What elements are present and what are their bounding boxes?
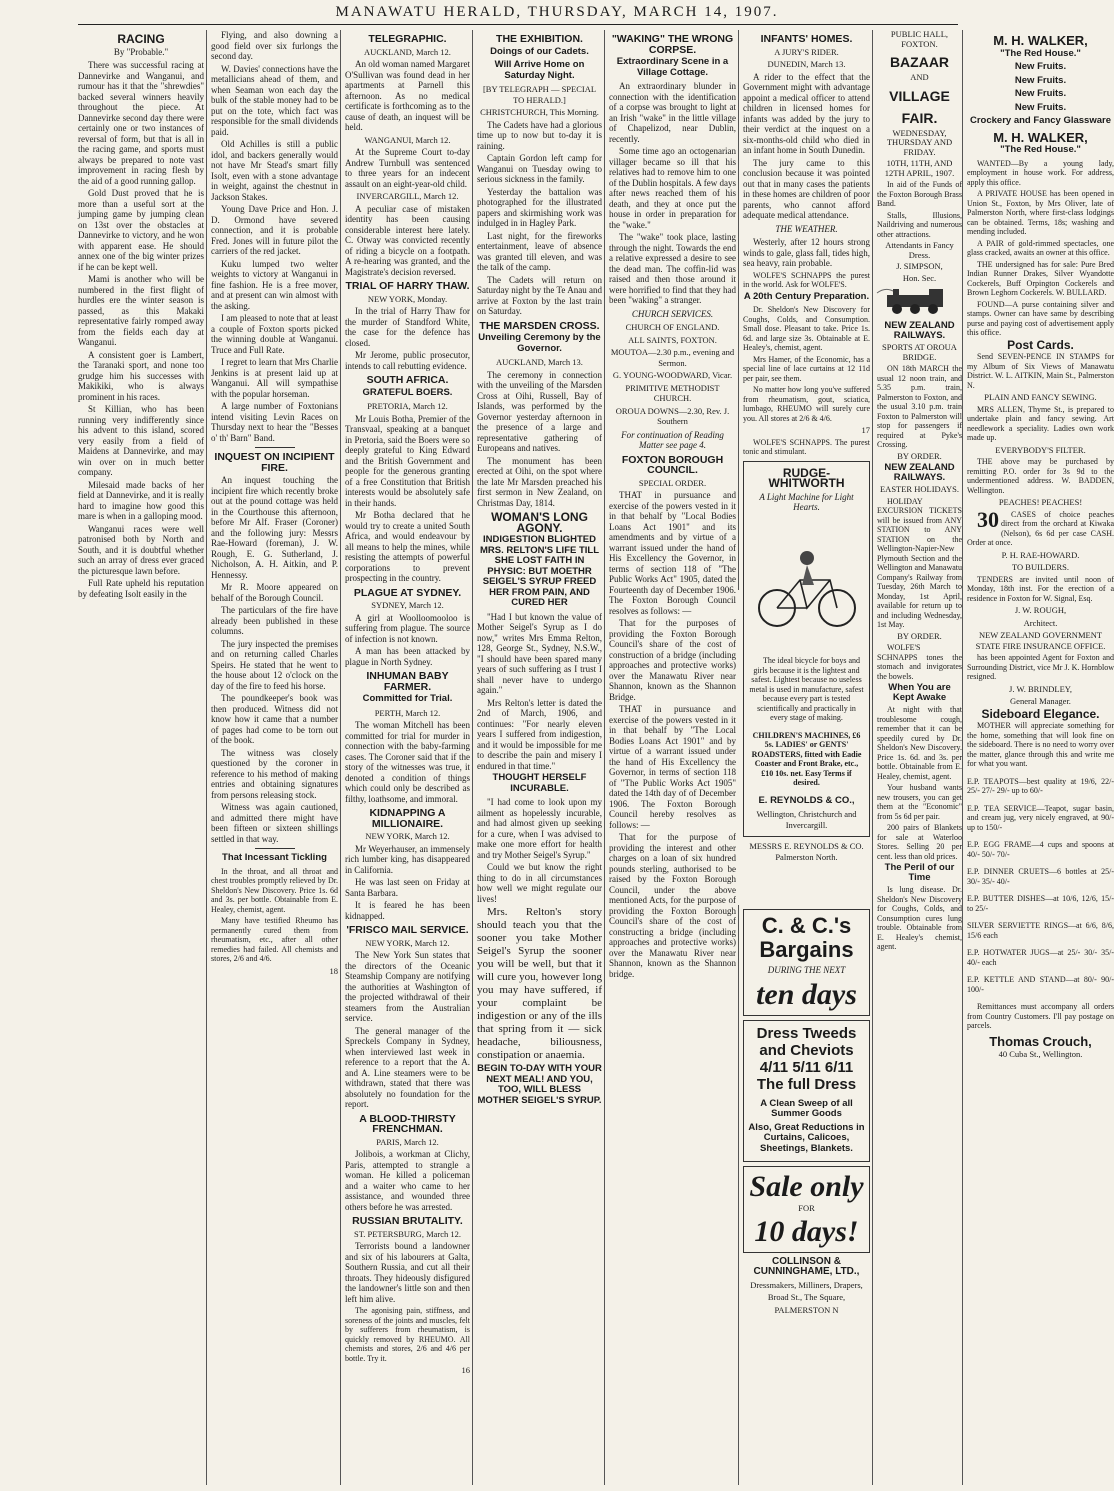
infants-heading: INFANTS' HOMES. xyxy=(760,33,853,45)
agony-heading: WOMAN'S LONG AGONY. xyxy=(491,510,588,535)
masthead: MANAWATU HERALD, THURSDAY, MARCH 14, 1907. xyxy=(335,4,779,20)
south-africa-heading: SOUTH AFRICA. xyxy=(366,374,449,386)
infants-para: The jury came to this conclusion because it was pointed out that in many cases the patients in these homes are children of poor parents, who cannot afford adequate medical attendance. xyxy=(743,157,870,220)
prep-heading: A 20th Century Preparation. xyxy=(743,290,870,302)
weather-text: Westerly, after 12 hours strong winds to gale, glass fall, tides high, sea heavy, rain probable. xyxy=(743,237,870,268)
by-order: BY ORDER. xyxy=(897,450,942,461)
bazaar-aid: In aid of the Funds of the Foxton Borough Brass Band. xyxy=(877,180,962,208)
waking-para: Some time ago an octogenarian villager became so ill that his relatives had to remove him to one of the Dublin hospitals. A few days after news reached them of his death, and they at once put the house in order in preparation for the "wake." xyxy=(609,146,736,230)
fire-title: General Manager. xyxy=(1010,696,1071,706)
council-para: That for the purpose of providing the interest and other charges on a loan of six hundred pounds sterling, authorised to be raised by the Foxton Borough Council, under the above mentioned Acts, for the purpose of providing the Foxton Borough Council's share of the cost of constructing a bridge (including approaches and protective works) over the Manawatu River near Shannon, known as the Shannon bridge. xyxy=(609,832,736,979)
agony-para: Mrs Relton's letter is dated the 2nd of March, 1906, and continues: "For nearly eleven years I suffered from indigestion, and it would be impossible for me to describe the pain and misery I endured in that time." xyxy=(477,697,602,771)
peril-text: Is lung disease. Dr. Sheldon's New Discovery for Coughs, Colds, and Consumption cures lung trouble. Obtainable from E. Healey's chemist, agent. xyxy=(877,885,962,951)
filter-heading: EVERYBODY'S FILTER. xyxy=(995,444,1086,455)
exhibition-sub: Doings of our Cadets. xyxy=(490,45,589,57)
ad-number: 18 xyxy=(329,965,338,976)
sale3: 10 days! xyxy=(754,1214,859,1248)
rheumo-ad: The agonising pain, stiffness, and soreness of the joints and muscles, felt by sufferers from rheumatism, is quickly removed by RHEUMO. All chemists and stores, 2/6 and 4/6 per bottle. Try it. xyxy=(345,1306,470,1363)
awake-heading: When You are Kept Awake xyxy=(888,682,951,703)
sideboard-item: E.P. EGG FRAME—4 cups and spoons at 40/- 50/- 70/- xyxy=(967,840,1114,859)
crouch-name: Thomas Crouch, xyxy=(989,1033,1092,1049)
peach-text xyxy=(967,506,1114,548)
post-cards-text: Send SEVEN-PENCE IN STAMPS for my Album of Six Views of Manawatu District. W. L. AITKIN, Main St., Palmerston N. xyxy=(967,352,1114,390)
dateline: AUCKLAND, March 13. xyxy=(496,357,583,367)
waking-para: An extraordinary blunder in connection with the identification of a corpse was brought to light at an Irish "wake" in the little village of Chapelizod, near Dublin, recently. xyxy=(609,81,736,144)
russia-para: Terrorists bound a landowner and six of his labourers at Galta, Southern Russia, and cut all their throats. They hideously disfigured the landowner's little son and then left him alive. xyxy=(345,1241,470,1304)
infants-sub: A JURY'S RIDER. xyxy=(774,46,839,57)
racing-cont-para: A large number of Foxtonians intend visiting Levin Races on Thursday next to hear the "Besses o' th' Barn" Band. xyxy=(211,401,338,443)
classified: THE undersigned has for sale: Pure Bred Indian Runner Drakes, Silver Wyandotte Cockerels, Buff Orpington Cockerels and Brown Leghorn Cockerels. W. BULLARD. xyxy=(967,259,1114,297)
plague-para: A man has been attacked by plague in North Sydney. xyxy=(345,646,470,667)
exhibition-para: Yesterday the battalion was photographed for the illustrated papers and skirmishing work was indulged in in Hagley Park. xyxy=(477,186,602,228)
thought-heading: THOUGHT HERSELF INCURABLE. xyxy=(492,772,587,794)
church-line: ALL SAINTS, FOXTON. xyxy=(628,334,717,345)
sec-title: Hon. Sec. xyxy=(902,272,937,283)
bazaar-and: AND xyxy=(910,72,929,82)
wolfe-ad: WOLFE'S SCHNAPPS the purest in the world. Ask for WOLFE'S. xyxy=(743,270,870,289)
filter-text: THE above may be purchased by remitting P.O. order for 3s 9d to the undermentioned address. W. BADDEN, Wellington. xyxy=(967,457,1114,495)
council-para: THAT in pursuance and exercise of the powers vested in it in that behalf by "Local Bodies Loans Act 1901" and its amendments and by virtue of a warrant issued under the hand of His Excellency the Governor, in terms of section 118 of "The Public Works Act" 1905, dated the Fourteenth day of December 1906. The Foxton Borough Council resolves as follows: — xyxy=(609,490,736,616)
dateline: PRETORIA, March 12. xyxy=(367,401,448,411)
dateline: NEW YORK, March 12. xyxy=(365,831,450,841)
bike-brand: RUDGE-WHITWORTH xyxy=(768,465,845,490)
baby-para: The woman Mitchell has been committed for trial for murder in connection with the baby-farming cases. The Coroner said that if the story of the witnesses was true, it denoted a condition of things which could only be described as filthy, loathsome, and immoral. xyxy=(345,720,470,804)
sewing-text: MRS ALLEN, Thyme St., is prepared to undertake plain and fancy sewing. Art needlework a speciality. Ladies own work made up. xyxy=(967,404,1114,442)
church-line: PRIMITIVE METHODIST CHURCH. xyxy=(625,382,720,403)
ad-number: 17 xyxy=(861,425,870,435)
racing-para: Full Rate upheld his reputation by defeating Isolt easily in the xyxy=(78,578,204,599)
fire-text: has been appointed Agent for Foxton and Surrounding District, vice Mr J. K. Hornblow resigned. xyxy=(967,653,1114,681)
divider xyxy=(255,848,295,849)
bike-text: The ideal bicycle for boys and girls because it is the lightest and safest. Lightest because no useless metal is used in manufacture, safest because every part is tested scientifically and practically in every stage of making. xyxy=(749,656,864,722)
bargains-line1: C. & C.'s xyxy=(761,913,852,938)
easter-heading: EASTER HOLIDAYS. xyxy=(879,484,960,494)
telegraphic-heading: TELEGRAPHIC. xyxy=(368,33,447,45)
railway-engine xyxy=(877,287,962,317)
marsden-sub: Unveiling Ceremony by the Governor. xyxy=(478,332,601,354)
church-heading: CHURCH SERVICES. xyxy=(631,308,714,319)
sale-box xyxy=(743,1166,870,1253)
kidnap-para: Mr Weyerhauser, an immensely rich lumber king, has disappeared in California. xyxy=(345,843,470,875)
thaw-para: In the trial of Harry Thaw for the murder of Standford White, the case for the defence has closed. xyxy=(345,306,470,348)
classified: FOUND—A purse containing silver and stamps. Owner can have same by describing purse and paying cost of advertisement apply this office. xyxy=(967,299,1114,337)
crockery: Crockery and Fancy Glassware xyxy=(970,115,1111,126)
bargains-line3: DURING THE NEXT xyxy=(767,965,846,975)
firm-name: COLLINSON & CUNNINGHAME, LTD., xyxy=(753,1255,860,1277)
dateline: PARIS, March 12. xyxy=(376,1136,439,1147)
council-heading: FOXTON BOROUGH COUNCIL. xyxy=(621,453,724,476)
sweep1: A Clean Sweep of all Summer Goods xyxy=(760,1097,853,1119)
sa-para: Mr Louis Botha, Premier of the Transvaal, speaking at a banquet in Pretoria, said the Boers were so deeply grateful to King Edward and the British Government and people for the generous granting of a free Constitution that British interests would be absolutely safe in their hands. xyxy=(345,413,470,508)
fire-heading: NEW ZEALAND GOVERNMENT STATE FIRE INSURANCE OFFICE. xyxy=(975,630,1106,651)
inquest-para: The witness was closely questioned by the coroner in reference to his method of making entries and obtaining signatures from persons releasing stock. xyxy=(211,747,338,800)
dateline: AUCKLAND, March 12. xyxy=(364,46,451,57)
south-africa-sub: GRATEFUL BOERS. xyxy=(362,386,453,398)
council-para: THAT in pursuance and exercise of the powers vested in it in that behalf by "The Local Bodies Loans Act 1901" and by virtue of a warrant issued under the hand of His Excellency the Governor, in terms of section 118 of "The Public Works Act 1905" dated the 14th day of of December 1906. The Foxton Borough Council hereby resolves as follows: — xyxy=(609,704,736,830)
sideboard-item: E.P. KETTLE AND STAND—at 80/- 90/- 100/- xyxy=(967,975,1114,994)
exhibition-para: The Cadets have had a glorious time up to now but to-day it is raining. xyxy=(477,119,602,151)
peach-name: P. H. RAE-HOWARD. xyxy=(1001,549,1080,560)
builders-title: Architect. xyxy=(1023,617,1058,628)
peach-heading: PEACHES! PEACHES! xyxy=(998,497,1083,507)
council-sub: SPECIAL ORDER. xyxy=(638,477,707,488)
wolfe-ad2: WOLFE'S SCHNAPPS. The purest tonic and stimulant. xyxy=(743,437,870,456)
bazaar-attend: Attendants in Fancy Dress. xyxy=(885,240,954,260)
collinson-ad xyxy=(738,905,870,1485)
church-line: OROUA DOWNS—2.30, Rev. J. Southern xyxy=(615,405,730,426)
inquest-para: The particulars of the fire have already been published in these columns. xyxy=(211,605,338,636)
inquest-para: The jury inspected the premises and on returning called Charles Speirs. He stated that he went to the house about 12 o'clock on the day of the fire to feed his horse. xyxy=(211,638,338,691)
dateline: SYDNEY, March 12. xyxy=(371,600,444,610)
classified: A PAIR of gold-rimmed spectacles, one glass cracked, awaits an owner at this office. xyxy=(967,238,1114,257)
agony-para: "Had I but known the value of Mother Seigel's Syrup as I do now," writes Mrs Emma Relton, 128, George St., Sydney, N.S.W., "I should have been spared many years of such suffering as I trust I shall never have to undergo again." xyxy=(477,611,602,695)
bargains-line2: Bargains xyxy=(759,937,854,962)
locomotive-icon xyxy=(877,287,961,315)
dress3: The full Dress xyxy=(756,1075,857,1093)
continuation-note: For continuation of Reading Matter see page 4. xyxy=(621,429,724,450)
marsden-para: The monument has been erected at Oihi, on the spot where the late Mr Marsden preached his first sermon in New Zealand, on Christmas Day, 1814. xyxy=(477,455,602,508)
classified: A PRIVATE HOUSE has been opened in Union St., Foxton, by Mrs Oliver, late of Palmerston North, where first-class lodgings can be obtained. Terms, 18s; washing and mending included. xyxy=(967,189,1114,236)
waking-sub: Extraordinary Scene in a Village Cottage. xyxy=(616,56,729,78)
exhibition-heading: THE EXHIBITION. xyxy=(496,33,583,45)
racing-para: A consistent goer is Lambert, the Taranaki sport, and none too grudge him his successes with Makikiki, who is always prominent in his races. xyxy=(78,349,204,402)
bike-price: CHILDREN'S MACHINES, £6 5s. LADIES' or GENTS' ROADSTERS, fitted with Eadie Coaster and Front Brake, etc., £10 10s. net. Easy Terms if desired. xyxy=(751,730,862,787)
fruits-line: New Fruits. xyxy=(1014,74,1067,86)
bazaar-stalls: Stalls, Illusions, Naildriving and numerous other attractions. xyxy=(877,210,962,239)
church-line: MOUTOA—2.30 p.m., evening and Sermon. xyxy=(610,347,735,368)
racing-cont-para: W. Davies' connections have the metallicians ahead of them, and when Seaman won each day the bulk of the stable money had to be put on the tote, which fact was responsible for the small dividends paid. xyxy=(211,63,338,137)
racing-para: St Killian, who has been running very indifferently since his advent to this island, scored very easily from a field of Maidens at Dannevirke, and may win over on in much better company. xyxy=(78,404,204,477)
red-house-2: "The Red House." xyxy=(1000,144,1081,155)
relton-promo: Mrs. Relton's story should teach you that the sooner you take Mother Seigel's Syrup the sooner you will be well, but that it will cure you, however long you may have suffered, if your complaint be indigestion or any of the ills that spring from it — sick headache, biliousness, constipation or anaemia. xyxy=(477,906,602,1061)
racing-cont-para: Kuku lumped two welter weights to victory at Wanganui in fine fashion. He is a free mover, and at present can win almost with the asking. xyxy=(211,258,338,311)
remit-text: Remittances must accompany all orders from Country Customers. I'll pay postage on parcels. xyxy=(967,1002,1114,1030)
kidnap-para: It is feared he has been kidnapped. xyxy=(345,900,470,921)
rail-heading-2: NEW ZEALAND RAILWAYS. xyxy=(884,462,955,483)
tickling-text: In the throat, and all throat and chest troubles promptly relieved by Dr. Sheldon's New Discovery. Price 1s. 6d and 3s. per bottle. Obtainable from E. Healey, chemist, agent. xyxy=(211,866,338,914)
sports-heading: SPORTS AT OROUA BRIDGE. xyxy=(882,342,957,362)
builders-text: TENDERS are invited until noon of Monday, 18th inst. For the erection of a residence in Foxton for W. Signal, Esq. xyxy=(967,574,1114,603)
column-bazaar xyxy=(872,30,962,1485)
plague-para: A girl at Woolloomooloo is suffering from plague. The source of infection is not known. xyxy=(345,612,470,644)
bicycle-illustration xyxy=(752,520,862,650)
baby-farmer-sub: Committed for Trial. xyxy=(362,693,453,704)
racing-para: Gold Dust proved that he is more than a useful sort at the jumping game by jumping clean on 13st over the obstacles at Dannevirke to victory, and he won with apparent ease. He should annex one of the big winter prizes if he can be kept well. xyxy=(78,188,204,272)
infants-para: A rider to the effect that the Government might with advantage appoint a medical officer to attend children in licensed homes for infants was added by the jury to their verdict at the inquest on a six-months-old child who died in an infant home in South Dunedin. xyxy=(743,71,870,155)
dateline: CHRISTCHURCH, This Morning. xyxy=(480,107,599,117)
walker-name: M. H. WALKER, xyxy=(993,33,1088,48)
sale2: FOR xyxy=(798,1203,815,1213)
waking-heading: "WAKING" THE WRONG CORPSE. xyxy=(611,33,734,56)
french-heading: A BLOOD-THIRSTY FRENCHMAN. xyxy=(359,1112,456,1135)
blankets-text: 200 pairs of Blankets for sale at Waterloo Stores. Selling 20 per cent. less than old prices. xyxy=(877,823,962,861)
bargains-box xyxy=(743,909,870,1016)
masthead-rule xyxy=(78,24,958,25)
column-waking xyxy=(604,30,736,1485)
column-inquest xyxy=(206,30,338,1485)
thought-para: "I had come to look upon my ailment as hopelessly incurable, and had almost given up seeking for a cure, when I was advised to make one more effort for health and try Mother Seigel's Syrup." xyxy=(477,797,602,860)
waking-para: The "wake" took place, lasting through the night. Towards the end a relative expressed a desire to see the dead man. The coffin-lid was raised and then those around it were horrified to find that they had been "waking" a stranger. xyxy=(609,232,736,305)
marsden-heading: THE MARSDEN CROSS. xyxy=(479,319,600,332)
bike-tagline: A Light Machine for Light Hearts. xyxy=(759,491,854,512)
inquest-para: Mr R. Moore appeared on behalf of the Borough Council. xyxy=(211,582,338,603)
council-para: That for the purposes of providing the Foxton Borough Council's share of the cost of construction of a bridge (including approaches and protective works) over the Manawatu River near Shannon, known as the Shannon Bridge. xyxy=(609,618,736,702)
column-racing xyxy=(78,30,204,1485)
column-exhibition xyxy=(472,30,602,1485)
sideboard-item: E.P. TEA SERVICE—Teapot, sugar basin, and cream jug, very nicely engraved, at 90/- up to 150/- xyxy=(967,803,1114,832)
sideboard-text: MOTHER will appreciate something for the home, something that will look fine on the sideboard. There is no need to worry over the matter, glance through this and write me for what you want. xyxy=(967,721,1114,768)
peach-number: 30 xyxy=(977,506,999,532)
peach-body: CASES of choice peaches direct from the orchard at Kiwaka (Nelson), 6s 6d per case CASH. Order at once. xyxy=(967,509,1114,547)
thaw-heading: TRIAL OF HARRY THAW. xyxy=(345,280,470,292)
racing-para: Milesaid made backs of her field at Dannevirke, and it is really hard to imagine how good this mare is when in a galloping mood. xyxy=(78,479,204,521)
inquest-heading: INQUEST ON INCIPIENT FIRE. xyxy=(214,451,335,474)
rail-heading: NEW ZEALAND RAILWAYS. xyxy=(884,320,955,341)
sports-text: ON 18th MARCH the usual 12 noon train, and 5.35 p.m. train, Palmerston to Foxton, and the usual 3.10 p.m. train Foxton to Palmerston will stop for passengers if required at Pyke's Crossing. xyxy=(877,364,962,449)
fair-title: VILLAGE FAIR. xyxy=(889,87,950,126)
frisco-para: The New York Sun states that the directors of the Oceanic Steamship Company are notifying the authorities at Washington of the projected withdrawal of their steamers from the Australian service. xyxy=(345,950,470,1023)
exhibition-para: The Cadets will return on Saturday night by the Te Anau and arrive at Foxton by the last train on Saturday. xyxy=(477,274,602,316)
telegraphic-para: An old woman named Margaret O'Sullivan was found dead in her apartments at Parnell this afternoon. As no medical certificate is forthcoming as to the cause of death, an inquest will be held. xyxy=(345,59,470,132)
column-infants xyxy=(738,30,870,862)
sa-para: Mr Botha declared that he would try to create a united South Africa, and would endeavour by all means to help the mines, while resisting the attempts of powerful corporations to prevent prospecting in the country. xyxy=(345,510,470,583)
dress2: 4/11 5/11 6/11 xyxy=(759,1058,854,1076)
thaw-para: Mr Jerome, public prosecutor, intends to call rebutting evidence. xyxy=(345,350,470,371)
sideboard-item: SILVER SERVIETTE RINGS—at 6/6, 8/6, 15/6 each xyxy=(967,921,1114,940)
racing-cont-para: Young Dave Price and Hon. J. D. Ormond have severed connection, and it is probable Fred. Jones will in future pilot the carriers of the red jacket. xyxy=(211,204,338,256)
baby-farmer-heading: INHUMAN BABY FARMER. xyxy=(366,670,449,693)
builders-name: J. W. ROUGH, xyxy=(1014,605,1067,615)
tickling-heading: That Incessant Tickling xyxy=(222,852,327,863)
builders-heading: TO BUILDERS. xyxy=(1012,562,1069,572)
column-telegraphic xyxy=(340,30,470,1485)
kidnap-para: He was last seen on Friday at Santa Barbara. xyxy=(345,877,470,898)
rheumo-text: Many have testified Rheumo has permanently cured them from rheumatism, etc., after all other remedies had failed. All chemists and stores, 2/6 and 4/6. xyxy=(211,916,338,963)
racing-para: There was successful racing at Dannevirke and Wanganui, and rumour has it that the "shrewdies" backed several winners heavily throughout the piece. At Dannevirke second day there were certainly one or two instances of reversal of form, but that is all in the racing game, and sports must always be prepared to note vast improvement in racing flesh by the aid of a good running gallop. xyxy=(78,60,204,186)
bazaar-hall: PUBLIC HALL, FOXTON. xyxy=(890,29,949,49)
church-line: CHURCH OF ENGLAND. xyxy=(625,322,720,332)
agent-name: E. REYNOLDS & CO., xyxy=(758,794,855,806)
kidnap-heading: KIDNAPPING A MILLIONAIRE. xyxy=(369,807,446,830)
husband-text: Your husband wants new trousers, you can get them at the "Economic" from 5s 6d per pair. xyxy=(877,783,962,821)
inquest-para: The poundkeeper's book was then produced. Witness did not know how it came that a number of pages had come to be torn out of the book. xyxy=(211,693,338,745)
dateline: INVERCARGILL, March 12. xyxy=(356,191,459,201)
frisco-para: The general manager of the Spreckels Company in Sydney, when interviewed last week in reference to a report that the A. and A. Line steamers were to be withdrawn, stated that there was absolutely no foundation for the report. xyxy=(345,1025,470,1109)
bazaar-title: BAZAAR xyxy=(889,54,950,70)
weather-heading: THE WEATHER. xyxy=(775,223,838,234)
frisco-heading: 'FRISCO MAIL SERVICE. xyxy=(346,924,469,936)
racing-para: Wanganui races were well patronised both by North and South, and it is doubtful whether such an array of dress ever graced the picturesque lawn before. xyxy=(78,523,204,576)
dateline: ST. PETERSBURG, March 12. xyxy=(353,1228,462,1239)
telegraphic-para: A peculiar case of mistaken identity has been causing considerable interest here lately. C. Otway was convicted recently of riding a bicycle on a footpath. A re-hearing was granted, and the Magistrate's decision reversed. xyxy=(345,203,470,277)
sideboard-item: E.P. HOTWATER JUGS—at 25/- 30/- 35/- 40/- each xyxy=(967,948,1114,967)
sideboard-item: E.P. TEAPOTS—best quality at 19/6, 22/- 25/- 27/- 29/- up to 60/- xyxy=(967,776,1114,795)
firm-sub: Dressmakers, Milliners, Drapers, xyxy=(750,1279,863,1290)
exhibition-by: [BY TELEGRAPH — SPECIAL TO HERALD.] xyxy=(482,84,597,105)
prep-text: Dr. Sheldon's New Discovery for Coughs, Colds, and Consumption. Small dose. Pleasant to take. Price 1s. 6d. and large size 3s. Obtainable at E. Healey's, chemist, agent. xyxy=(743,305,870,352)
peril-heading: The Peril of our Time xyxy=(884,862,955,883)
racing-heading: RACING xyxy=(117,32,165,46)
inquest-para: An inquest touching the incipient fire which recently broke out at the pound cottage was held in the Courthouse this afternoon, before Mr Alf. Fraser (Coroner) and the following jury: Messrs Rae-Howard (foreman), J. W. Rough, E. G. Sutherland, J. Nicholson, A. H. Aitkin, and P. Hennessy. xyxy=(211,475,338,580)
divider xyxy=(255,447,295,448)
fire-name: J. W. BRINDLEY, xyxy=(1009,683,1072,694)
inquest-para: Witness was again cautioned, and admitted there might have been fifteen or sixteen shillings settled in that way. xyxy=(211,802,338,844)
dateline: WANGANUI, March 12. xyxy=(364,134,451,145)
firm-addr: Broad St., The Square, xyxy=(767,1292,846,1302)
rudge-whitworth-ad xyxy=(743,461,870,838)
post-cards-heading: Post Cards. xyxy=(1007,337,1074,352)
fruits-line: New Fruits. xyxy=(1014,88,1067,99)
column-classifieds xyxy=(962,30,1114,1485)
dress-box xyxy=(743,1020,870,1163)
wolfe-text: WOLFE'S SCHNAPPS tones the stomach and invigorates the bowels. xyxy=(877,643,962,681)
bazaar-days: WEDNESDAY, THURSDAY AND FRIDAY. xyxy=(886,127,953,157)
classified: WANTED—By a young lady, employment in house work. For address, apply this office. xyxy=(967,158,1114,187)
sideboard-item: E.P. BUTTER DISHES—at 10/6, 12/6, 15/- to 25/- xyxy=(967,894,1114,913)
russia-heading: RUSSIAN BRUTALITY. xyxy=(352,1215,463,1227)
telegraphic-para: At the Supreme Court to-day Andrew Turnbull was sentenced to three years for an indecent assault on an eight-year-old child. xyxy=(345,147,470,189)
agony-sub: INDIGESTION BLIGHTED MRS. RELTON'S LIFE TILL SHE LOST FAITH IN PHYSIC: BUT MOETHR SEIGEL'S SYRUP FREED HER FROM PAIN, AND CURED HER xyxy=(479,534,600,608)
racing-para: Mami is another who will be numbered in the first flight of hurdles ere the winter season is passed, as this Makaki representative fairly romped away from the fields each day at Wanganui. xyxy=(78,274,204,347)
by-order-2: BY ORDER. xyxy=(897,630,942,641)
bargains-line4: ten days xyxy=(756,977,857,1011)
racing-cont-para: Old Achilles is still a public idol, and backers generally would not have Mr Stead's smart filly Isolt, even with a stone advantage in weight, against the chestnut in Jackson Stakes. xyxy=(211,139,338,202)
dress1: Dress Tweeds and Cheviots xyxy=(756,1024,857,1059)
dateline: PERTH, March 12. xyxy=(374,707,441,718)
sewing-heading: PLAIN AND FANCY SEWING. xyxy=(984,392,1097,402)
racing-byline: By "Probable." xyxy=(113,46,169,57)
red-house: "The Red House." xyxy=(1000,47,1081,59)
firm-town: PALMERSTON N xyxy=(774,1304,839,1315)
sideboard-heading: Sideboard Elegance. xyxy=(981,706,1100,721)
begin-today: BEGIN TO-DAY WITH YOUR NEXT MEAL! AND YOU, TOO, WILL BLESS MOTHER SEIGEL'S SYRUP. xyxy=(477,1063,602,1106)
ad-number: 16 xyxy=(461,1365,470,1375)
agent-local: MESSRS E. REYNOLDS & CO. Palmerston North. xyxy=(749,841,864,862)
crouch-addr: 40 Cuba St., Wellington. xyxy=(998,1049,1083,1059)
racing-cont-para: Flying, and also downing a good field over six furlongs the second day. xyxy=(211,30,338,61)
sweep2: Also, Great Reductions in Curtains, Calicoes, Sheetings, Blankets. xyxy=(748,1121,865,1154)
rheumo-text: No matter how long you've suffered from rheumatism, gout, sciatica, lumbago, RHEUMO will surely cure you. All stores at 2/6 & 4/6. xyxy=(743,385,870,423)
french-para: Jolibois, a workman at Clichy, Paris, attempted to strangle a woman. He killed a policeman and a waiter who came to her assistance, and wounded three others before he was arrested. xyxy=(345,1149,470,1212)
easter-text: HOLIDAY EXCURSION TICKETS will be issued from ANY STATION to ANY STATION on the Wellington-Napier-New Plymouth Section and the Wellington and Manawatu Company's Railway from Tuesday, 26th March to Monday, 1st April, available for return up to and including Wednesday, 1st May. xyxy=(877,496,962,629)
exhibition-para: Last night, for the fireworks entertainment, leave of absence was granted till eleven, and was the talk of the camp. xyxy=(477,230,602,272)
fruits-line: New Fruits. xyxy=(1014,101,1067,113)
church-line: G. YOUNG-WOODWARD, Vicar. xyxy=(612,370,733,380)
marsden-para: The ceremony in connection with the unveiling of the Marsden Cross at Oihi, Russell, Bay of Islands, was performed by the Governor yesterday afternoon in the presence of a large and representative gathering of Europeans and natives. xyxy=(477,369,602,453)
walker-name-2: M. H. WALKER, xyxy=(993,129,1088,145)
sec-name: J. SIMPSON, xyxy=(896,261,943,271)
sale1: Sale only xyxy=(749,1170,864,1203)
exhibition-para: Captain Gordon left camp for Wanganui on Tuesday owing to serious sickness in the family. xyxy=(477,153,602,184)
thought-para: Could we but know the right thing to do in all circumstances how well we might regulate our lives! xyxy=(477,862,602,904)
sideboard-item: E.P. DINNER CRUETS—6 bottles at 25/- 30/- 35/- 40/- xyxy=(967,867,1114,886)
fruits-line: New Fruits. xyxy=(1014,61,1067,72)
hamer-text: Mrs Hamer, of the Economic, has a special line of lace curtains at 12 11d per pair, see them. xyxy=(743,354,870,383)
dateline: NEW YORK, March 12. xyxy=(365,937,450,948)
bazaar-dates: 10TH, 11TH, AND 12TH APRIL, 1907. xyxy=(884,158,955,178)
exhibition-sub2: Will Arrive Home on Saturday Night. xyxy=(494,59,585,81)
plague-heading: PLAGUE AT SYDNEY. xyxy=(353,586,462,599)
awake-text: At night with that troublesome cough, remember that it can be speedily cured by Dr. Sheldon's New Discovery. Price 1s. 6d. and 3s. per bottle. Obtainable from E. Healey, chemist, agent. xyxy=(877,705,962,781)
racing-cont-para: I regret to learn that Mrs Charlie Jenkins is at present laid up at Wanganui. All will sympathise with the popular horseman. xyxy=(211,357,338,399)
dateline: NEW YORK, Monday. xyxy=(367,293,448,304)
agent-place: Wellington, Christchurch and Invercargill. xyxy=(756,809,857,830)
dateline: DUNEDIN, March 13. xyxy=(767,59,846,69)
racing-cont-para: I am pleased to note that at least a couple of Foxton sports picked the winning double at Wanganui. Truce and Full Rate. xyxy=(211,313,338,355)
